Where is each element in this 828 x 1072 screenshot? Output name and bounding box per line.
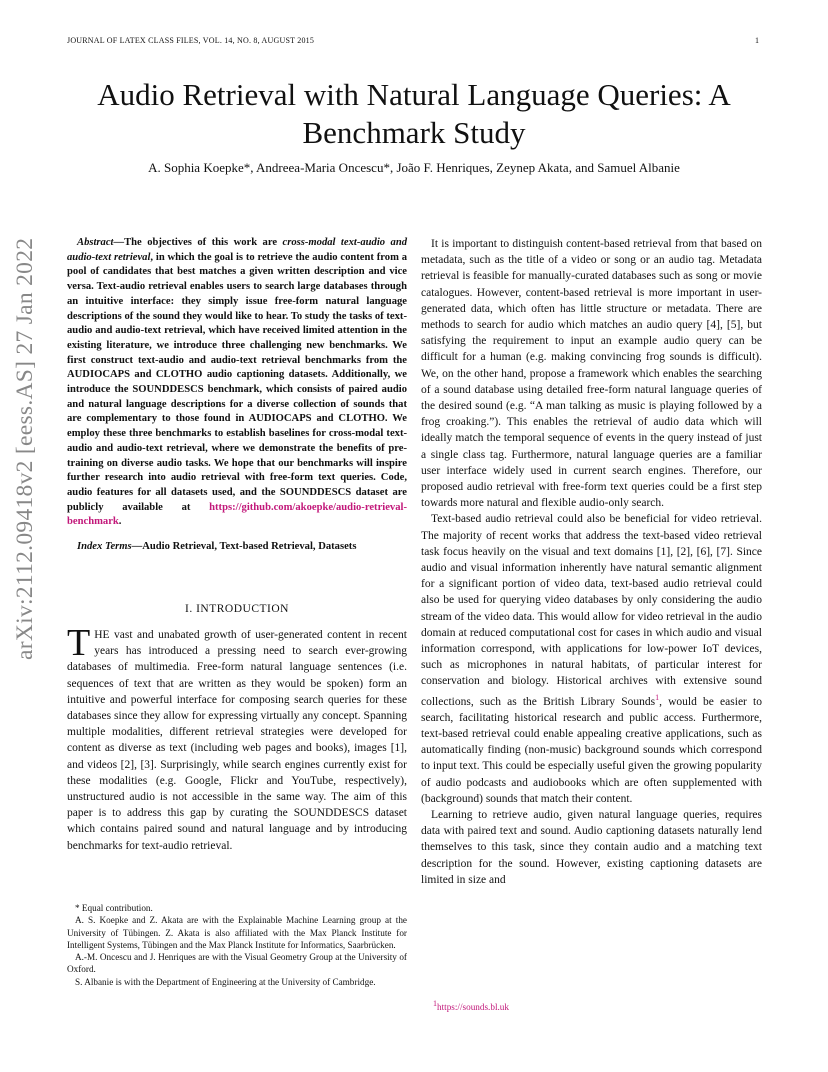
arxiv-identifier: arXiv:2112.09418v2 [eess.AS] 27 Jan 2022 <box>12 237 38 660</box>
abstract-end: . <box>118 516 122 528</box>
paragraph-content-retrieval: It is important to distinguish content-based retrieval from that based on metadata, such as the title of a video or song or an audio tag. Metadata retrieval is feasible for manually-curated databases such as song or movie catalogues. However, content-based retrieval is more important in user-generated data, which often has little structure or metadata. There are methods to search for audio which matches an audio query [4], [5], but satisfying the requirement to input an example audio query can be difficult for a human (e.g. making convincing frog sounds is difficult). We, on the other hand, propose a framework which enables the searching of a sound database using detailed free-form natural language queries of the desired sound (e.g. “A man talking as music is playing followed by a frog croaking.”). This enables the retrieval of audio data which will ideally match the temporal sequence of events in the query instead of just a single class tag. Furthermore, natural language queries are a familiar user interface widely used in current search engines. Therefore, our proposed audio retrieval with free-form text queries could be a first step towards more natural and flexible audio-only search. <box>421 238 762 510</box>
footnotes-left <box>67 902 407 988</box>
footnote-marker[interactable]: 1 <box>655 692 660 702</box>
index-terms-text: —Audio Retrieval, Text-based Retrieval, Datasets <box>131 541 357 553</box>
paper-title: Audio Retrieval with Natural Language Queries: A Benchmark Study <box>97 77 731 150</box>
footnote-affiliation-1: A. S. Koepke and Z. Akata are with the Explainable Machine Learning group at the University of Tübingen. Z. Akata is also affiliated with the Max Planck Institute for Intelligent Systems, Tübingen and the Max Planck Institute for Informatics, Saarbrücken. <box>67 915 407 950</box>
abstract-italic: cross-modal text-audio and audio-text retrieval <box>67 237 408 263</box>
footnote-affiliation-3: S. Albanie is with the Department of Engineering at the University of Cambridge. <box>75 976 376 987</box>
code-link[interactable]: https://github.com/akoepke/audio-retrieval-benchmark <box>67 501 407 528</box>
paragraph-video-retrieval <box>421 511 762 806</box>
footnote-right-number: 1 <box>433 999 437 1008</box>
author-list: A. Sophia Koepke*, Andreea-Maria Oncescu*, João F. Henriques, Zeynep Akata, and Samuel Albanie <box>148 160 680 175</box>
page-number: 1 <box>755 36 759 45</box>
paragraph-video-text-b: , would be easier to search, facilitating historical research and public access. Furthermore, text-based retrieval could enable appealing creative applications, such as automatically finding (non-music) background sounds which correspond to input text. This could be especially useful given the growing popularity of audio podcasts and audiobooks which are often supplemented with (background) sounds that match their content. <box>421 695 762 805</box>
abstract <box>67 236 407 530</box>
drop-cap: T <box>67 621 91 664</box>
section-heading: I. INTRODUCTION <box>185 602 289 615</box>
right-column <box>421 236 762 888</box>
journal-header: JOURNAL OF LATEX CLASS FILES, VOL. 14, NO. 8, AUGUST 2015 <box>67 36 315 45</box>
index-terms-label: Index Terms <box>77 541 132 553</box>
index-terms <box>67 540 407 555</box>
left-column <box>67 236 407 854</box>
abstract-text-a: —The objectives of this work are <box>113 237 283 248</box>
abstract-text-b: , in which the goal is to retrieve the audio content from a pool of candidates that best matches a given written description and vice versa. Text-audio retrieval enables users to search large databases through an intuitive interface: they simply issue free-form natural language descriptions of the sound they would like to hear. To study the tasks of text-audio and audio-text retrieval, which have received limited attention in the existing literature, we introduce three challenging new benchmarks. We first construct text-audio and audio-text retrieval benchmarks from the AUDIOCAPS and CLOTHO audio captioning datasets. Additionally, we introduce the SOUNDDESCS benchmark, which consists of paired audio and natural language descriptions for a diverse collection of sounds that are complementary to those found in AUDIOCAPS and CLOTHO. We employ these three benchmarks to establish baselines for cross-modal text-audio and audio-text retrieval, where we demonstrate the benefits of pre-training on diverse audio tasks. We hope that our benchmarks will inspire further research into audio retrieval with free-form text queries. Code, audio features for all datasets used, and the SOUNDDESCS dataset are publicly available at <box>67 251 407 513</box>
abstract-label: Abstract <box>77 237 114 248</box>
footnote-equal: * Equal contribution. <box>75 903 153 913</box>
intro-paragraph <box>67 621 407 854</box>
british-library-link[interactable]: https://sounds.bl.uk <box>437 1002 509 1013</box>
footnote-right <box>433 999 509 1012</box>
paragraph-learning: Learning to retrieve audio, given natural language queries, requires data with paired text and sound. Audio captioning datasets naturally lend themselves to this task, since they contain audio and a matching text description for the sound. However, existing captioning datasets are limited in size and <box>421 808 762 886</box>
intro-text: HE vast and unabated growth of user-generated content in recent years has introduced a pressing need to search ever-growing databases of multimedia. Free-form natural language sentences (i.e. sequences of text that are written as they would be spoken) form an intuitive and powerful interface for composing search queries for these databases since they allow for expressing virtually any concept. Spanning multiple modalities, different retrieval strategies were developed for content as diverse as text (including web pages and books), images [1], and videos [2], [3]. Surprisingly, while search engines currently exist for these modalities (e.g. Google, Flickr and YouTube, respectively), unstructured audio is not accessible in the same way. The aim of this paper is to address this gap by curating the SOUNDDESCS dataset which contains paired sound and natural language and by introducing benchmarks for text-audio retrieval. <box>67 628 407 852</box>
paragraph-video-text-a: Text-based audio retrieval could also be beneficial for video retrieval. The majority of recent works that address the text-based video retrieval task focus heavily on the visual and text domains [1], [2], [6], [7]. Since audio and visual information inherently have natural semantic alignment for a significant portion of video data, text-based audio retrieval could also be used for querying video databases by only considering the audio stream of the video data. This would allow for video retrieval in the audio domain at reduced computational cost for cases in which audio and visual information correspond, with applications for low-power IoT devices, such as microphones in natural habitats, of particular interest for conservation and biology. Historical archives with extensive sound collections, such as the British Library Sounds <box>421 513 762 708</box>
footnote-affiliation-2: A.-M. Oncescu and J. Henriques are with the Visual Geometry Group at the University of Oxford. <box>67 952 407 975</box>
